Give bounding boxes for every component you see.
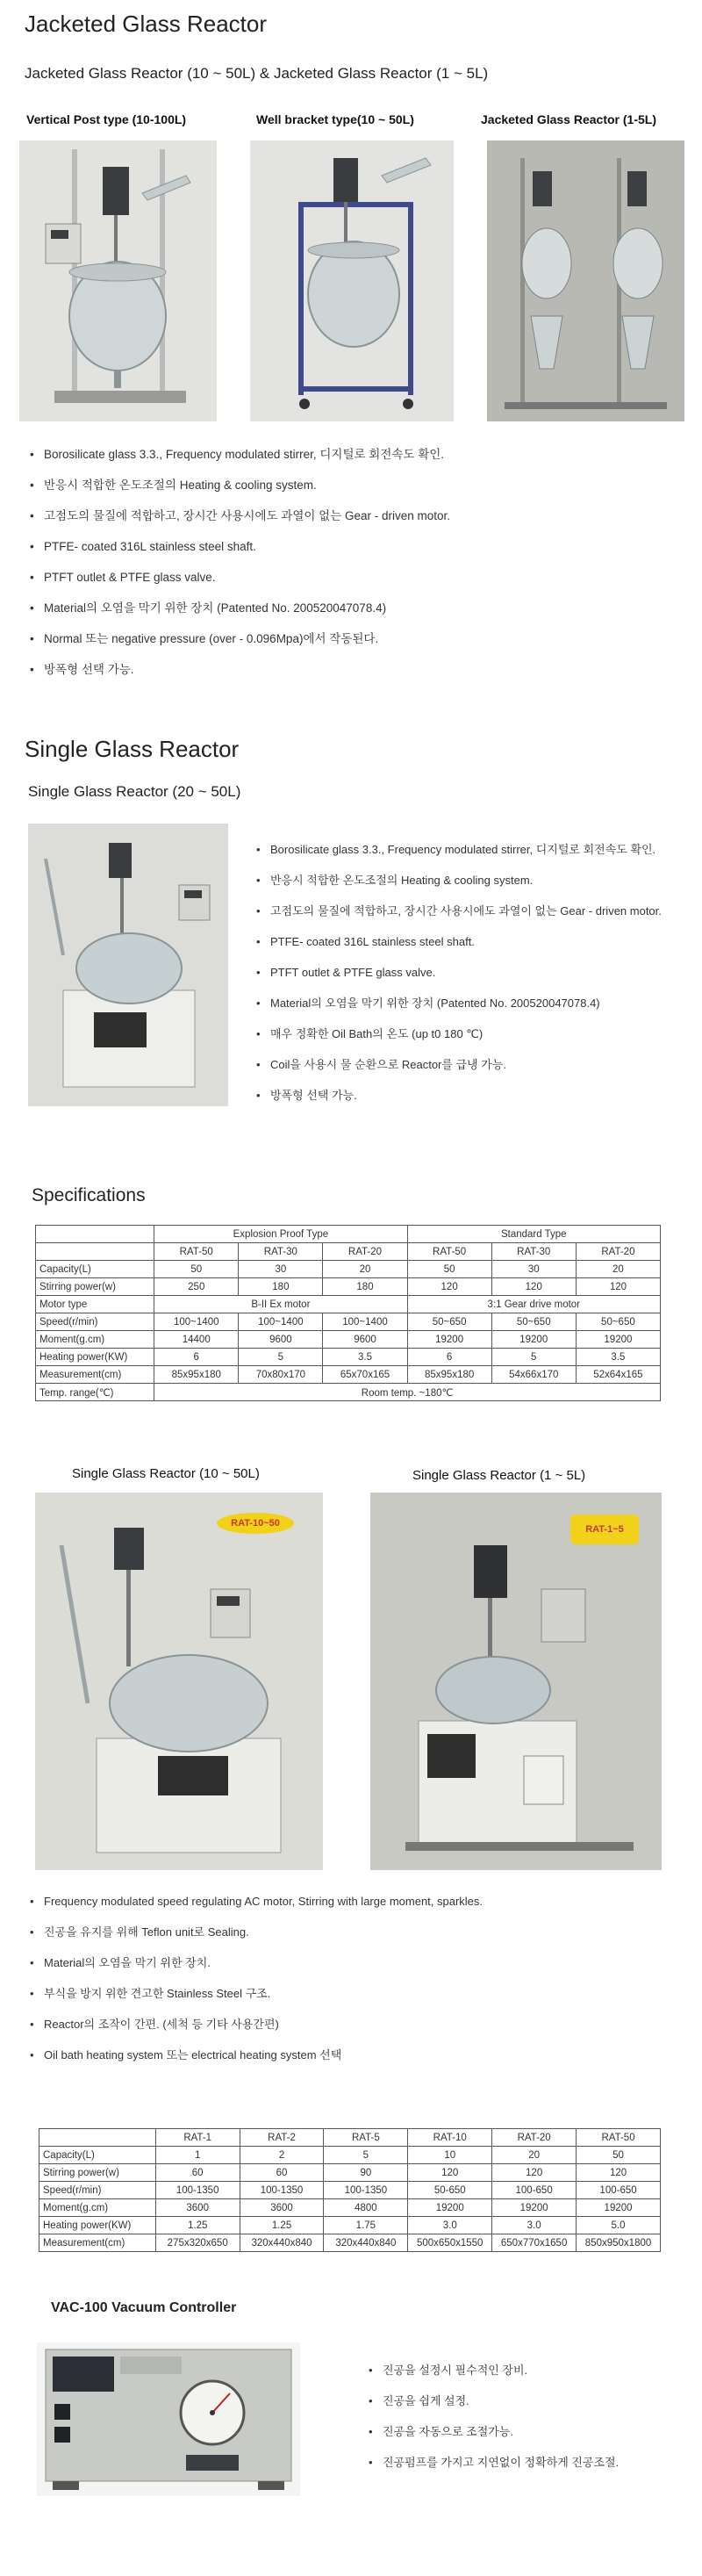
- table-cell: 19200: [492, 2199, 577, 2217]
- table-row: [39, 2129, 661, 2147]
- table-row: [39, 2182, 661, 2199]
- list-item: • 고점도의 물질에 적합하고, 장시간 사용시에도 과열이 없는 Gear - driven motor.: [28, 500, 450, 531]
- table-cell: 19200: [576, 1331, 660, 1349]
- table-cell: 50: [577, 2147, 661, 2164]
- table-row: [36, 1243, 661, 1261]
- photo-single-reactor-10-50: [35, 1493, 323, 1870]
- table-row: [36, 1296, 661, 1313]
- table-row-label: Capacity(L): [39, 2147, 156, 2164]
- table-cell: 50~650: [576, 1313, 660, 1331]
- photo-single-reactor-1-5: [370, 1493, 662, 1870]
- vac-title: VAC-100 Vacuum Controller: [51, 2300, 237, 2315]
- photo-well-bracket-reactor: [250, 140, 454, 421]
- table-cell: 19200: [491, 1331, 576, 1349]
- table-row-label: Temp. range(℃): [36, 1384, 154, 1401]
- table-row: [36, 1331, 661, 1349]
- table-column-header: RAT-1: [155, 2129, 240, 2147]
- table-cell: 50: [407, 1261, 491, 1278]
- table-cell: 120: [408, 2164, 492, 2182]
- table-row: [39, 2217, 661, 2234]
- table-cell: 10: [408, 2147, 492, 2164]
- table-cell: 20: [323, 1261, 407, 1278]
- table-cell: 120: [407, 1278, 491, 1296]
- table-row: [36, 1278, 661, 1296]
- table-row: [39, 2164, 661, 2182]
- table-cell: 60: [240, 2164, 324, 2182]
- section1-feature-list: [28, 439, 450, 685]
- table-row: [36, 1349, 661, 1366]
- table-cell: [36, 1226, 154, 1243]
- table-cell: 19200: [577, 2199, 661, 2217]
- list-item: • 반응시 적합한 온도조절의 Heating & cooling system.: [28, 470, 450, 500]
- caption-vertical-post: Vertical Post type (10-100L): [26, 112, 187, 126]
- list-item: • Coil을 사용시 물 순환으로 Reactor를 급냉 가능.: [254, 1049, 662, 1080]
- table-cell: 30: [239, 1261, 323, 1278]
- table-column-header: RAT-50: [407, 1243, 491, 1261]
- section1-title: Jacketed Glass Reactor: [25, 11, 268, 37]
- table-cell: 50~650: [491, 1313, 576, 1331]
- table-cell: 52x64x165: [576, 1366, 660, 1384]
- model-badge: RAT-10~50: [217, 1513, 294, 1534]
- table-cell: 1.25: [155, 2217, 240, 2234]
- table-row-label: Moment(g.cm): [39, 2199, 156, 2217]
- table-cell: 3.0: [408, 2217, 492, 2234]
- table-cell: 60: [155, 2164, 240, 2182]
- table-row: [36, 1226, 661, 1243]
- table-cell: 120: [577, 2164, 661, 2182]
- table-cell: 100-650: [492, 2182, 577, 2199]
- section2-feature-list: [254, 834, 662, 1111]
- table-row-label: Motor type: [36, 1296, 154, 1313]
- table-cell: 180: [239, 1278, 323, 1296]
- table-column-header: RAT-30: [491, 1243, 576, 1261]
- table-row-label: Measurement(cm): [36, 1366, 154, 1384]
- table-cell: 650x770x1650: [492, 2234, 577, 2252]
- caption-single-1-5: Single Glass Reactor (1 ~ 5L): [412, 1468, 586, 1483]
- table-cell: 19200: [407, 1331, 491, 1349]
- table-cell: 100-650: [577, 2182, 661, 2199]
- specs-table: [35, 1225, 661, 1401]
- list-item: • 매우 정확한 Oil Bath의 온도 (up t0 180 ℃): [254, 1018, 662, 1049]
- table-cell: 120: [491, 1278, 576, 1296]
- table-cell: 180: [323, 1278, 407, 1296]
- table-cell: 100~1400: [154, 1313, 239, 1331]
- section1-subtitle: Jacketed Glass Reactor (10 ~ 50L) & Jacketed Glass Reactor (1 ~ 5L): [25, 65, 489, 82]
- table-row: [36, 1366, 661, 1384]
- list-item: • 고점도의 물질에 적합하고, 장시간 사용시에도 과열이 없는 Gear - driven motor.: [254, 896, 662, 926]
- table-cell: 20: [492, 2147, 577, 2164]
- table-row-label: Stirring power(w): [39, 2164, 156, 2182]
- table-cell: 50~650: [407, 1313, 491, 1331]
- table-cell: 3600: [240, 2199, 324, 2217]
- table-row-label: Measurement(cm): [39, 2234, 156, 2252]
- table-cell: Room temp. ~180℃: [154, 1384, 661, 1401]
- list-item: • Frequency modulated speed regulating AC motor, Stirring with large moment, sparkles.: [28, 1886, 483, 1917]
- table-cell: 3.0: [492, 2217, 577, 2234]
- table-row-label: Speed(r/min): [36, 1313, 154, 1331]
- table-cell: 5: [324, 2147, 408, 2164]
- caption-well-bracket: Well bracket type(10 ~ 50L): [256, 112, 414, 126]
- table-cell: 54x66x170: [491, 1366, 576, 1384]
- table-column-header: RAT-30: [239, 1243, 323, 1261]
- list-item: • PTFE- coated 316L stainless steel shaft.: [28, 531, 450, 562]
- table-cell: 19200: [408, 2199, 492, 2217]
- table-cell: 4800: [324, 2199, 408, 2217]
- list-item: • 반응시 적합한 온도조절의 Heating & cooling system.: [254, 865, 662, 896]
- table-row: [39, 2199, 661, 2217]
- list-item: • Oil bath heating system 또는 electrical heating system 선택: [28, 2040, 483, 2070]
- section2-subtitle: Single Glass Reactor (20 ~ 50L): [28, 783, 241, 800]
- table-row: [39, 2234, 661, 2252]
- table-row-label: Heating power(KW): [36, 1349, 154, 1366]
- table-cell: 2: [240, 2147, 324, 2164]
- table-cell: 85x95x180: [407, 1366, 491, 1384]
- table-cell: 1: [155, 2147, 240, 2164]
- table-cell: 5: [239, 1349, 323, 1366]
- table-row: [36, 1313, 661, 1331]
- table-cell: 6: [407, 1349, 491, 1366]
- photo-single-glass-reactor-large: [28, 824, 228, 1106]
- list-item: • 진공펌프를 가지고 지연없이 정확하게 진공조절.: [367, 2447, 619, 2478]
- table-cell: 70x80x170: [239, 1366, 323, 1384]
- list-item: • Material의 오염을 막기 위한 장치 (Patented No. 200520047078.4): [28, 593, 450, 623]
- table-cell: 850x950x1800: [577, 2234, 661, 2252]
- table-cell: 320x440x840: [324, 2234, 408, 2252]
- table-row-label: Capacity(L): [36, 1261, 154, 1278]
- table-row-label: Moment(g.cm): [36, 1331, 154, 1349]
- section2-title: Single Glass Reactor: [25, 736, 240, 762]
- list-item: • Reactor의 조작이 간편. (세척 등 기타 사용간편): [28, 2009, 483, 2040]
- table-cell: 100~1400: [239, 1313, 323, 1331]
- list-item: • Borosilicate glass 3.3., Frequency modulated stirrer, 디지털로 회전속도 확인.: [28, 439, 450, 470]
- list-item: • 진공을 유지를 위해 Teflon unit로 Sealing.: [28, 1917, 483, 1947]
- table-cell: 100-1350: [240, 2182, 324, 2199]
- table-cell: 20: [576, 1261, 660, 1278]
- table-cell: 65x70x165: [323, 1366, 407, 1384]
- list-item: • Material의 오염을 막기 위한 장치.: [28, 1947, 483, 1978]
- table-cell: 3.5: [576, 1349, 660, 1366]
- model-badge: RAT-1~5: [570, 1515, 639, 1544]
- list-item: • Material의 오염을 막기 위한 장치 (Patented No. 200520047078.4): [254, 988, 662, 1018]
- table-cell: 85x95x180: [154, 1366, 239, 1384]
- photo-vacuum-controller: [37, 2342, 300, 2496]
- list-item: • 부식을 방지 위한 견고한 Stainless Steel 구조.: [28, 1978, 483, 2009]
- table-row-label: Stirring power(w): [36, 1278, 154, 1296]
- list-item: • 진공을 쉽게 설정.: [367, 2385, 619, 2416]
- table-cell: 100-1350: [324, 2182, 408, 2199]
- list-item: • 방폭형 선택 가능.: [28, 654, 450, 685]
- table-cell: 3.5: [323, 1349, 407, 1366]
- table-cell: 30: [491, 1261, 576, 1278]
- table-column-header: RAT-5: [324, 2129, 408, 2147]
- table-cell: 275x320x650: [155, 2234, 240, 2252]
- table-cell: 6: [154, 1349, 239, 1366]
- table-row-label: Speed(r/min): [39, 2182, 156, 2199]
- table-cell: 3600: [155, 2199, 240, 2217]
- table-cell: 50: [154, 1261, 239, 1278]
- table-cell: 1.75: [324, 2217, 408, 2234]
- table-cell: 9600: [239, 1331, 323, 1349]
- table-row: [39, 2147, 661, 2164]
- caption-single-10-50: Single Glass Reactor (10 ~ 50L): [72, 1466, 260, 1481]
- table-column-header: RAT-10: [408, 2129, 492, 2147]
- table-cell: [39, 2129, 156, 2147]
- list-item: • 방폭형 선택 가능.: [254, 1080, 662, 1111]
- table-cell: 50-650: [408, 2182, 492, 2199]
- list-item: • 진공을 설정시 필수적인 장비.: [367, 2355, 619, 2385]
- section3-feature-list: [28, 1886, 483, 2070]
- table-cell: 100-1350: [155, 2182, 240, 2199]
- list-item: • Borosilicate glass 3.3., Frequency modulated stirrer, 디지털로 회전속도 확인.: [254, 834, 662, 865]
- vac-feature-list: [367, 2355, 619, 2478]
- list-item: • PTFT outlet & PTFE glass valve.: [28, 562, 450, 593]
- table-column-header: RAT-20: [323, 1243, 407, 1261]
- table-cell: 100~1400: [323, 1313, 407, 1331]
- table-group-header: Explosion Proof Type: [154, 1226, 407, 1243]
- specs2-table: [39, 2128, 661, 2252]
- table-column-header: RAT-20: [576, 1243, 660, 1261]
- table-group-header: Standard Type: [407, 1226, 660, 1243]
- table-column-header: RAT-50: [577, 2129, 661, 2147]
- table-cell: 1.25: [240, 2217, 324, 2234]
- table-cell: 14400: [154, 1331, 239, 1349]
- caption-jacketed-small: Jacketed Glass Reactor (1-5L): [481, 112, 656, 126]
- table-column-header: RAT-50: [154, 1243, 239, 1261]
- table-row-label: Heating power(KW): [39, 2217, 156, 2234]
- table-cell: 250: [154, 1278, 239, 1296]
- table-cell: 3:1 Gear drive motor: [407, 1296, 660, 1313]
- table-column-header: RAT-20: [492, 2129, 577, 2147]
- list-item: • PTFT outlet & PTFE glass valve.: [254, 957, 662, 988]
- table-cell: 500x650x1550: [408, 2234, 492, 2252]
- table-cell: 120: [492, 2164, 577, 2182]
- table-row: [36, 1261, 661, 1278]
- table-cell: 320x440x840: [240, 2234, 324, 2252]
- list-item: • PTFE- coated 316L stainless steel shaft.: [254, 926, 662, 957]
- table-cell: B-II Ex motor: [154, 1296, 407, 1313]
- photo-jacketed-small-reactors: [487, 140, 684, 421]
- list-item: • Normal 또는 negative pressure (over - 0.096Mpa)에서 작동된다.: [28, 623, 450, 654]
- photo-vertical-post-reactor: [19, 140, 217, 421]
- table-cell: 90: [324, 2164, 408, 2182]
- list-item: • 진공을 자동으로 조절가능.: [367, 2416, 619, 2447]
- table-cell: 5.0: [577, 2217, 661, 2234]
- table-row: [36, 1384, 661, 1401]
- table-column-header: RAT-2: [240, 2129, 324, 2147]
- table-cell: 5: [491, 1349, 576, 1366]
- table-cell: [36, 1243, 154, 1261]
- table-cell: 120: [576, 1278, 660, 1296]
- specs-title: Specifications: [32, 1185, 146, 1205]
- table-cell: 9600: [323, 1331, 407, 1349]
